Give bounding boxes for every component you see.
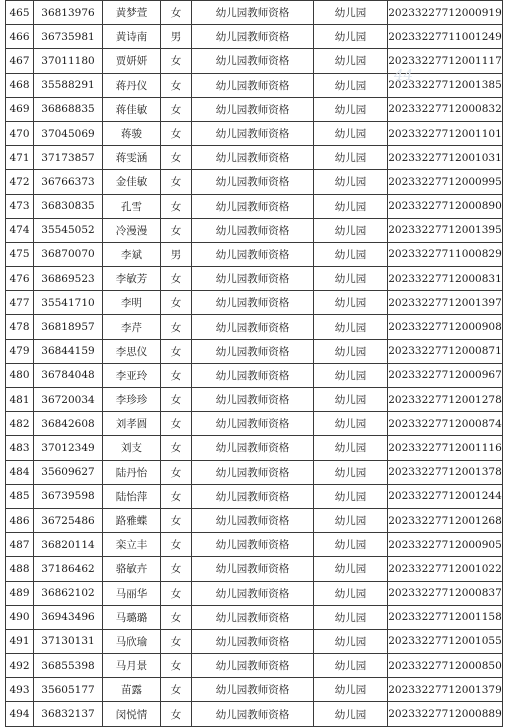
sex-cell: 女 — [161, 605, 192, 629]
sex-cell: 女 — [161, 49, 192, 73]
sex-cell: 女 — [161, 194, 192, 218]
qualification-cell: 幼儿园教师资格 — [192, 121, 314, 145]
subject-cell: 幼儿园 — [314, 508, 388, 532]
sex-cell: 女 — [161, 121, 192, 145]
subject-cell: 幼儿园 — [314, 412, 388, 436]
qualification-cell: 幼儿园教师资格 — [192, 291, 314, 315]
sex-cell: 女 — [161, 73, 192, 97]
qualification-cell: 幼儿园教师资格 — [192, 605, 314, 629]
applicant-id-cell: 36868835 — [34, 97, 103, 121]
qualification-cell: 幼儿园教师资格 — [192, 436, 314, 460]
name-cell: 李明 — [103, 291, 161, 315]
applicant-id-cell: 36784048 — [34, 363, 103, 387]
qualification-cell: 幼儿园教师资格 — [192, 508, 314, 532]
sex-cell: 男 — [161, 25, 192, 49]
name-cell: 李芹 — [103, 315, 161, 339]
subject-cell: 幼儿园 — [314, 1, 388, 25]
row-number-cell: 489 — [6, 581, 34, 605]
table-row — [6, 702, 503, 726]
row-number-cell: 491 — [6, 629, 34, 653]
name-cell: 李亚玲 — [103, 363, 161, 387]
applicant-id-cell: 37173857 — [34, 146, 103, 170]
certificate-number-cell: 20233227712001244 — [388, 484, 503, 508]
table-row — [6, 49, 503, 73]
qualification-cell: 幼儿园教师资格 — [192, 388, 314, 412]
certificate-number-cell: 20233227712001378 — [388, 460, 503, 484]
sex-cell: 女 — [161, 363, 192, 387]
table-row — [6, 25, 503, 49]
table-row — [6, 412, 503, 436]
row-number-cell: 488 — [6, 557, 34, 581]
subject-cell: 幼儿园 — [314, 388, 388, 412]
certificate-number-cell: 20233227712001116 — [388, 436, 503, 460]
qualification-cell: 幼儿园教师资格 — [192, 533, 314, 557]
subject-cell: 幼儿园 — [314, 73, 388, 97]
row-number-cell: 465 — [6, 1, 34, 25]
qualification-cell: 幼儿园教师资格 — [192, 581, 314, 605]
applicant-id-cell: 36813976 — [34, 1, 103, 25]
applicant-id-cell: 36720034 — [34, 388, 103, 412]
row-number-cell: 486 — [6, 508, 34, 532]
name-cell: 马欣瑜 — [103, 629, 161, 653]
table-row — [6, 508, 503, 532]
name-cell: 李敏芳 — [103, 267, 161, 291]
certificate-number-cell: 20233227712000908 — [388, 315, 503, 339]
applicant-id-cell: 36943496 — [34, 605, 103, 629]
sex-cell: 女 — [161, 702, 192, 726]
qualification-cell: 幼儿园教师资格 — [192, 194, 314, 218]
row-number-cell: 470 — [6, 121, 34, 145]
certificate-number-cell: 20233227711001249 — [388, 25, 503, 49]
sex-cell: 女 — [161, 460, 192, 484]
row-number-cell: 481 — [6, 388, 34, 412]
row-number-cell: 485 — [6, 484, 34, 508]
applicant-id-cell: 36842608 — [34, 412, 103, 436]
row-number-cell: 468 — [6, 73, 34, 97]
row-number-cell: 474 — [6, 218, 34, 242]
row-number-cell: 475 — [6, 242, 34, 266]
applicant-id-cell: 37012349 — [34, 436, 103, 460]
name-cell: 陆怡萍 — [103, 484, 161, 508]
subject-cell: 幼儿园 — [314, 557, 388, 581]
name-cell: 苗露 — [103, 678, 161, 702]
certificate-table — [5, 0, 503, 727]
table-row — [6, 533, 503, 557]
qualification-cell: 幼儿园教师资格 — [192, 654, 314, 678]
applicant-id-cell: 36844159 — [34, 339, 103, 363]
qualification-cell: 幼儿园教师资格 — [192, 315, 314, 339]
certificate-number-cell: 20233227712000871 — [388, 339, 503, 363]
table-row — [6, 1, 503, 25]
name-cell: 马璐璐 — [103, 605, 161, 629]
subject-cell: 幼儿园 — [314, 605, 388, 629]
certificate-number-cell: 20233227712000837 — [388, 581, 503, 605]
name-cell: 孔雪 — [103, 194, 161, 218]
qualification-cell: 幼儿园教师资格 — [192, 678, 314, 702]
sex-cell: 女 — [161, 218, 192, 242]
certificate-number-cell: 20233227712001379 — [388, 678, 503, 702]
sex-cell: 女 — [161, 146, 192, 170]
table-row — [6, 654, 503, 678]
applicant-id-cell: 37186462 — [34, 557, 103, 581]
certificate-number-cell: 20233227712000890 — [388, 194, 503, 218]
applicant-id-cell: 37045069 — [34, 121, 103, 145]
qualification-cell: 幼儿园教师资格 — [192, 702, 314, 726]
subject-cell: 幼儿园 — [314, 121, 388, 145]
applicant-id-cell: 35605177 — [34, 678, 103, 702]
certificate-number-cell: 20233227712000889 — [388, 702, 503, 726]
certificate-number-cell: 20233227712001031 — [388, 146, 503, 170]
applicant-id-cell: 36766373 — [34, 170, 103, 194]
certificate-number-cell: 20233227712000905 — [388, 533, 503, 557]
sex-cell: 女 — [161, 533, 192, 557]
sex-cell: 女 — [161, 678, 192, 702]
applicant-id-cell: 36818957 — [34, 315, 103, 339]
row-number-cell: 490 — [6, 605, 34, 629]
applicant-id-cell: 35609627 — [34, 460, 103, 484]
row-number-cell: 477 — [6, 291, 34, 315]
qualification-cell: 幼儿园教师资格 — [192, 146, 314, 170]
table-row — [6, 557, 503, 581]
certificate-number-cell: 20233227712000967 — [388, 363, 503, 387]
page-watermark: 44 — [394, 66, 414, 84]
name-cell: 栾立丰 — [103, 533, 161, 557]
row-number-cell: 472 — [6, 170, 34, 194]
table-row — [6, 170, 503, 194]
table-row — [6, 291, 503, 315]
table-row — [6, 678, 503, 702]
name-cell: 刘孝圆 — [103, 412, 161, 436]
sex-cell: 女 — [161, 557, 192, 581]
sex-cell: 女 — [161, 629, 192, 653]
name-cell: 金佳敏 — [103, 170, 161, 194]
certificate-number-cell: 20233227712001385 — [388, 73, 503, 97]
subject-cell: 幼儿园 — [314, 581, 388, 605]
table-row — [6, 194, 503, 218]
table-row — [6, 218, 503, 242]
name-cell: 蒋丹仪 — [103, 73, 161, 97]
applicant-id-cell: 36869523 — [34, 267, 103, 291]
qualification-cell: 幼儿园教师资格 — [192, 557, 314, 581]
sex-cell: 女 — [161, 267, 192, 291]
qualification-cell: 幼儿园教师资格 — [192, 25, 314, 49]
qualification-cell: 幼儿园教师资格 — [192, 218, 314, 242]
name-cell: 李思仪 — [103, 339, 161, 363]
qualification-cell: 幼儿园教师资格 — [192, 73, 314, 97]
certificate-number-cell: 20233227712000850 — [388, 654, 503, 678]
subject-cell: 幼儿园 — [314, 242, 388, 266]
sex-cell: 女 — [161, 654, 192, 678]
sex-cell: 女 — [161, 412, 192, 436]
subject-cell: 幼儿园 — [314, 25, 388, 49]
certificate-number-cell: 20233227712001055 — [388, 629, 503, 653]
table-row — [6, 339, 503, 363]
name-cell: 蒋骏 — [103, 121, 161, 145]
certificate-number-cell: 20233227712001278 — [388, 388, 503, 412]
qualification-cell: 幼儿园教师资格 — [192, 460, 314, 484]
certificate-number-cell: 20233227712000831 — [388, 267, 503, 291]
table-row — [6, 629, 503, 653]
applicant-id-cell: 36735981 — [34, 25, 103, 49]
table-row — [6, 388, 503, 412]
table-row — [6, 242, 503, 266]
subject-cell: 幼儿园 — [314, 533, 388, 557]
table-row — [6, 121, 503, 145]
table-row — [6, 146, 503, 170]
subject-cell: 幼儿园 — [314, 678, 388, 702]
row-number-cell: 494 — [6, 702, 34, 726]
name-cell: 陆丹怡 — [103, 460, 161, 484]
certificate-number-cell: 20233227712001022 — [388, 557, 503, 581]
row-number-cell: 493 — [6, 678, 34, 702]
applicant-id-cell: 36725486 — [34, 508, 103, 532]
certificate-number-cell: 20233227712000919 — [388, 1, 503, 25]
certificate-number-cell: 20233227712001268 — [388, 508, 503, 532]
subject-cell: 幼儿园 — [314, 194, 388, 218]
applicant-id-cell: 37130131 — [34, 629, 103, 653]
row-number-cell: 476 — [6, 267, 34, 291]
row-number-cell: 482 — [6, 412, 34, 436]
name-cell: 黄梦萱 — [103, 1, 161, 25]
sex-cell: 女 — [161, 315, 192, 339]
row-number-cell: 492 — [6, 654, 34, 678]
table-row — [6, 460, 503, 484]
table-row — [6, 484, 503, 508]
name-cell: 冷漫漫 — [103, 218, 161, 242]
table-row — [6, 97, 503, 121]
sex-cell: 女 — [161, 97, 192, 121]
name-cell: 李斌 — [103, 242, 161, 266]
name-cell: 骆敏卉 — [103, 557, 161, 581]
row-number-cell: 479 — [6, 339, 34, 363]
certificate-number-cell: 20233227712000832 — [388, 97, 503, 121]
sex-cell: 男 — [161, 242, 192, 266]
subject-cell: 幼儿园 — [314, 363, 388, 387]
subject-cell: 幼儿园 — [314, 339, 388, 363]
row-number-cell: 469 — [6, 97, 34, 121]
name-cell: 蒋佳敏 — [103, 97, 161, 121]
applicant-id-cell: 36820114 — [34, 533, 103, 557]
subject-cell: 幼儿园 — [314, 629, 388, 653]
qualification-cell: 幼儿园教师资格 — [192, 242, 314, 266]
applicant-id-cell: 36870070 — [34, 242, 103, 266]
certificate-number-cell: 20233227712001158 — [388, 605, 503, 629]
table-row — [6, 267, 503, 291]
subject-cell: 幼儿园 — [314, 291, 388, 315]
qualification-cell: 幼儿园教师资格 — [192, 170, 314, 194]
sex-cell: 女 — [161, 291, 192, 315]
subject-cell: 幼儿园 — [314, 170, 388, 194]
qualification-cell: 幼儿园教师资格 — [192, 267, 314, 291]
subject-cell: 幼儿园 — [314, 267, 388, 291]
qualification-cell: 幼儿园教师资格 — [192, 629, 314, 653]
table-body — [6, 1, 503, 727]
subject-cell: 幼儿园 — [314, 218, 388, 242]
sex-cell: 女 — [161, 508, 192, 532]
applicant-id-cell: 35545052 — [34, 218, 103, 242]
name-cell: 路雅蝶 — [103, 508, 161, 532]
row-number-cell: 480 — [6, 363, 34, 387]
name-cell: 黄诗南 — [103, 25, 161, 49]
applicant-id-cell: 35541710 — [34, 291, 103, 315]
sex-cell: 女 — [161, 1, 192, 25]
name-cell: 蒋雯涵 — [103, 146, 161, 170]
name-cell: 闵悦情 — [103, 702, 161, 726]
certificate-number-cell: 20233227712001397 — [388, 291, 503, 315]
row-number-cell: 471 — [6, 146, 34, 170]
sex-cell: 女 — [161, 388, 192, 412]
qualification-cell: 幼儿园教师资格 — [192, 97, 314, 121]
applicant-id-cell: 35588291 — [34, 73, 103, 97]
name-cell: 贾妍妍 — [103, 49, 161, 73]
subject-cell: 幼儿园 — [314, 146, 388, 170]
table-row — [6, 73, 503, 97]
row-number-cell: 483 — [6, 436, 34, 460]
certificate-number-cell: 20233227712001395 — [388, 218, 503, 242]
sex-cell: 女 — [161, 484, 192, 508]
table-row — [6, 605, 503, 629]
certificate-number-cell: 20233227712001117 — [388, 49, 503, 73]
applicant-id-cell: 36739598 — [34, 484, 103, 508]
subject-cell: 幼儿园 — [314, 97, 388, 121]
qualification-cell: 幼儿园教师资格 — [192, 412, 314, 436]
sex-cell: 女 — [161, 581, 192, 605]
qualification-cell: 幼儿园教师资格 — [192, 1, 314, 25]
row-number-cell: 473 — [6, 194, 34, 218]
name-cell: 李珍珍 — [103, 388, 161, 412]
sex-cell: 女 — [161, 170, 192, 194]
row-number-cell: 487 — [6, 533, 34, 557]
qualification-cell: 幼儿园教师资格 — [192, 339, 314, 363]
applicant-id-cell: 36855398 — [34, 654, 103, 678]
subject-cell: 幼儿园 — [314, 49, 388, 73]
subject-cell: 幼儿园 — [314, 436, 388, 460]
certificate-number-cell: 20233227712001101 — [388, 121, 503, 145]
subject-cell: 幼儿园 — [314, 654, 388, 678]
applicant-id-cell: 36862102 — [34, 581, 103, 605]
qualification-cell: 幼儿园教师资格 — [192, 49, 314, 73]
row-number-cell: 478 — [6, 315, 34, 339]
table-row — [6, 315, 503, 339]
table-row — [6, 363, 503, 387]
name-cell: 马丽华 — [103, 581, 161, 605]
applicant-id-cell: 37011180 — [34, 49, 103, 73]
name-cell: 马月景 — [103, 654, 161, 678]
qualification-cell: 幼儿园教师资格 — [192, 484, 314, 508]
sex-cell: 女 — [161, 339, 192, 363]
subject-cell: 幼儿园 — [314, 702, 388, 726]
row-number-cell: 466 — [6, 25, 34, 49]
subject-cell: 幼儿园 — [314, 484, 388, 508]
certificate-number-cell: 20233227712000995 — [388, 170, 503, 194]
row-number-cell: 484 — [6, 460, 34, 484]
applicant-id-cell: 36830835 — [34, 194, 103, 218]
table-row — [6, 581, 503, 605]
applicant-id-cell: 36832137 — [34, 702, 103, 726]
sex-cell: 女 — [161, 436, 192, 460]
subject-cell: 幼儿园 — [314, 460, 388, 484]
table-row — [6, 436, 503, 460]
qualification-cell: 幼儿园教师资格 — [192, 363, 314, 387]
subject-cell: 幼儿园 — [314, 315, 388, 339]
row-number-cell: 467 — [6, 49, 34, 73]
certificate-number-cell: 20233227711000829 — [388, 242, 503, 266]
certificate-number-cell: 20233227712000874 — [388, 412, 503, 436]
name-cell: 刘支 — [103, 436, 161, 460]
